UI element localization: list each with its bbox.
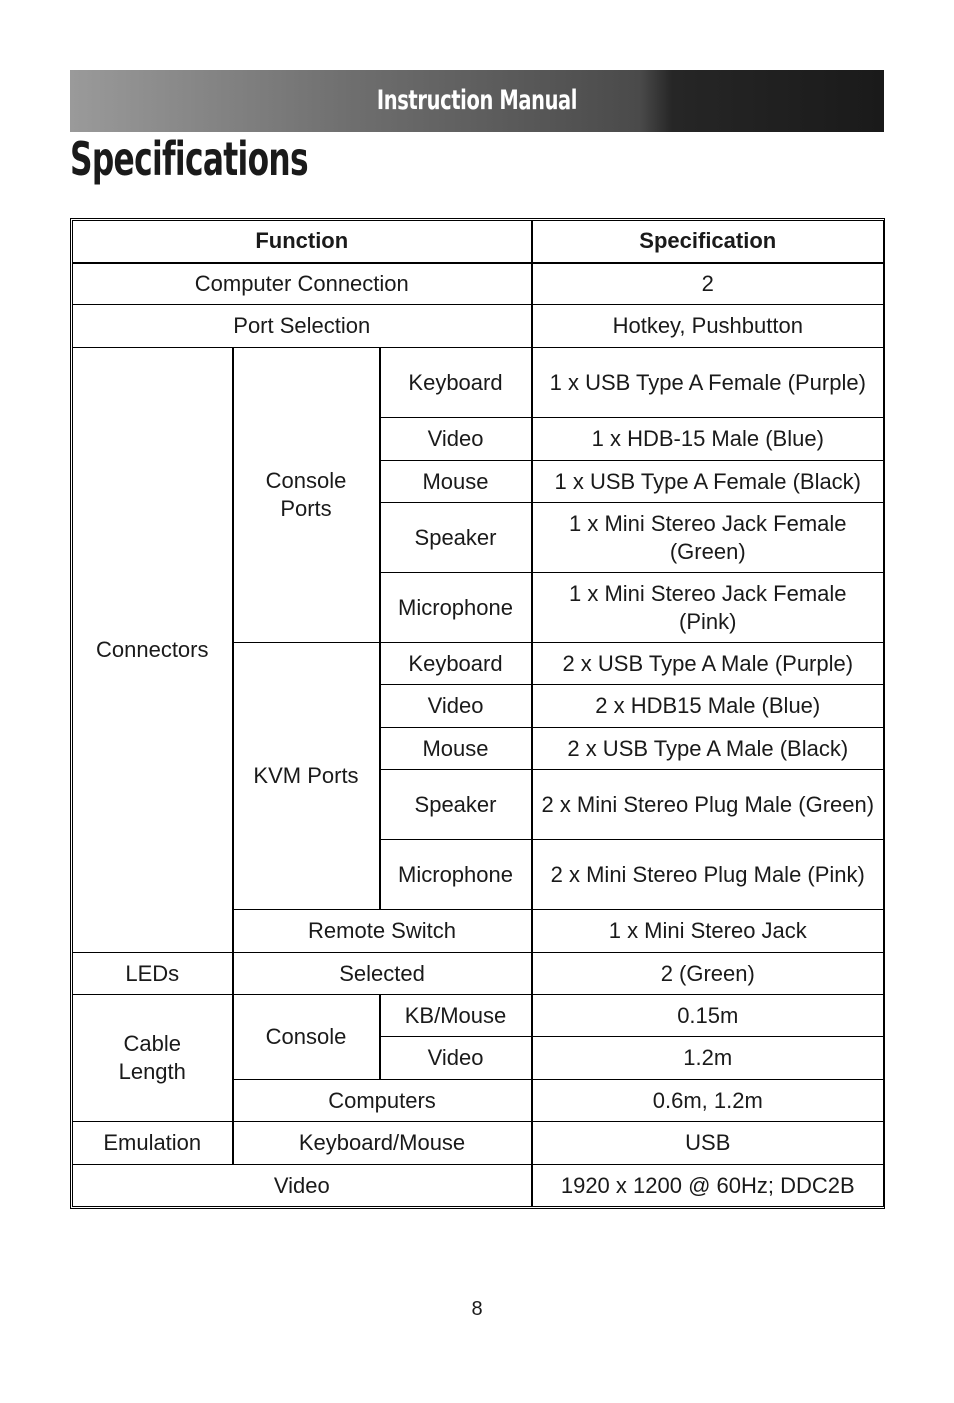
row-label: Computer Connection <box>73 263 532 305</box>
cable-length-text: Cable Length <box>118 1031 186 1084</box>
table-row <box>73 348 884 418</box>
console-ports-label <box>233 348 380 643</box>
page-title: Specifications <box>70 132 308 186</box>
port-value: 2 x USB Type A Male (Black) <box>532 728 884 770</box>
port-name: Mouse <box>380 728 532 770</box>
remote-switch-value: 1 x Mini Stereo Jack <box>532 910 884 953</box>
header-specification: Specification <box>532 221 884 263</box>
port-value: 2 x Mini Stereo Plug Male (Green) <box>532 770 884 840</box>
video-label: Video <box>73 1165 532 1207</box>
connectors-label: Connectors <box>73 348 233 953</box>
cable-console-label: Console <box>233 995 380 1080</box>
row-value: 2 <box>532 263 884 305</box>
leds-sub: Selected <box>233 953 532 995</box>
banner-title: Instruction Manual <box>376 85 578 116</box>
port-value: 1 x Mini Stereo Jack Female (Pink) <box>532 573 884 643</box>
port-name: Video <box>380 418 532 461</box>
spec-table <box>72 220 884 1207</box>
cable-console-name: Video <box>380 1037 532 1080</box>
port-value: 1 x Mini Stereo Jack Female (Green) <box>532 503 884 573</box>
port-value: 1 x USB Type A Female (Black) <box>532 461 884 503</box>
emulation-sub: Keyboard/Mouse <box>233 1122 532 1165</box>
port-name: Video <box>380 685 532 728</box>
cable-length-label <box>73 995 233 1122</box>
port-value: 1 x USB Type A Female (Purple) <box>532 348 884 418</box>
row-value: Hotkey, Pushbutton <box>532 305 884 348</box>
emulation-value: USB <box>532 1122 884 1165</box>
port-name: Keyboard <box>380 643 532 685</box>
port-name: Speaker <box>380 770 532 840</box>
table-row <box>73 995 884 1037</box>
leds-label: LEDs <box>73 953 233 995</box>
cable-console-value: 1.2m <box>532 1037 884 1080</box>
port-name: Microphone <box>380 840 532 910</box>
port-value: 2 x HDB15 Male (Blue) <box>532 685 884 728</box>
cable-console-value: 0.15m <box>532 995 884 1037</box>
leds-value: 2 (Green) <box>532 953 884 995</box>
table-row <box>73 263 884 305</box>
port-value: 2 x Mini Stereo Plug Male (Pink) <box>532 840 884 910</box>
console-ports-text: Console Ports <box>265 468 347 521</box>
port-name: Mouse <box>380 461 532 503</box>
video-value: 1920 x 1200 @ 60Hz; DDC2B <box>532 1165 884 1207</box>
table-row <box>73 1122 884 1165</box>
table-row <box>73 1165 884 1207</box>
table-row <box>73 305 884 348</box>
port-name: Microphone <box>380 573 532 643</box>
port-name: Speaker <box>380 503 532 573</box>
kvm-ports-label: KVM Ports <box>233 643 380 910</box>
cable-console-name: KB/Mouse <box>380 995 532 1037</box>
page-number: 8 <box>471 1298 483 1320</box>
header-banner <box>70 70 884 132</box>
computers-value: 0.6m, 1.2m <box>532 1080 884 1122</box>
port-value: 1 x HDB-15 Male (Blue) <box>532 418 884 461</box>
table-row <box>73 953 884 995</box>
spec-table-frame <box>70 218 885 1209</box>
port-value: 2 x USB Type A Male (Purple) <box>532 643 884 685</box>
remote-switch-label: Remote Switch <box>233 910 532 953</box>
port-name: Keyboard <box>380 348 532 418</box>
header-function: Function <box>73 221 532 263</box>
computers-label: Computers <box>233 1080 532 1122</box>
table-header-row <box>73 221 884 263</box>
row-label: Port Selection <box>73 305 532 348</box>
emulation-label: Emulation <box>73 1122 233 1165</box>
